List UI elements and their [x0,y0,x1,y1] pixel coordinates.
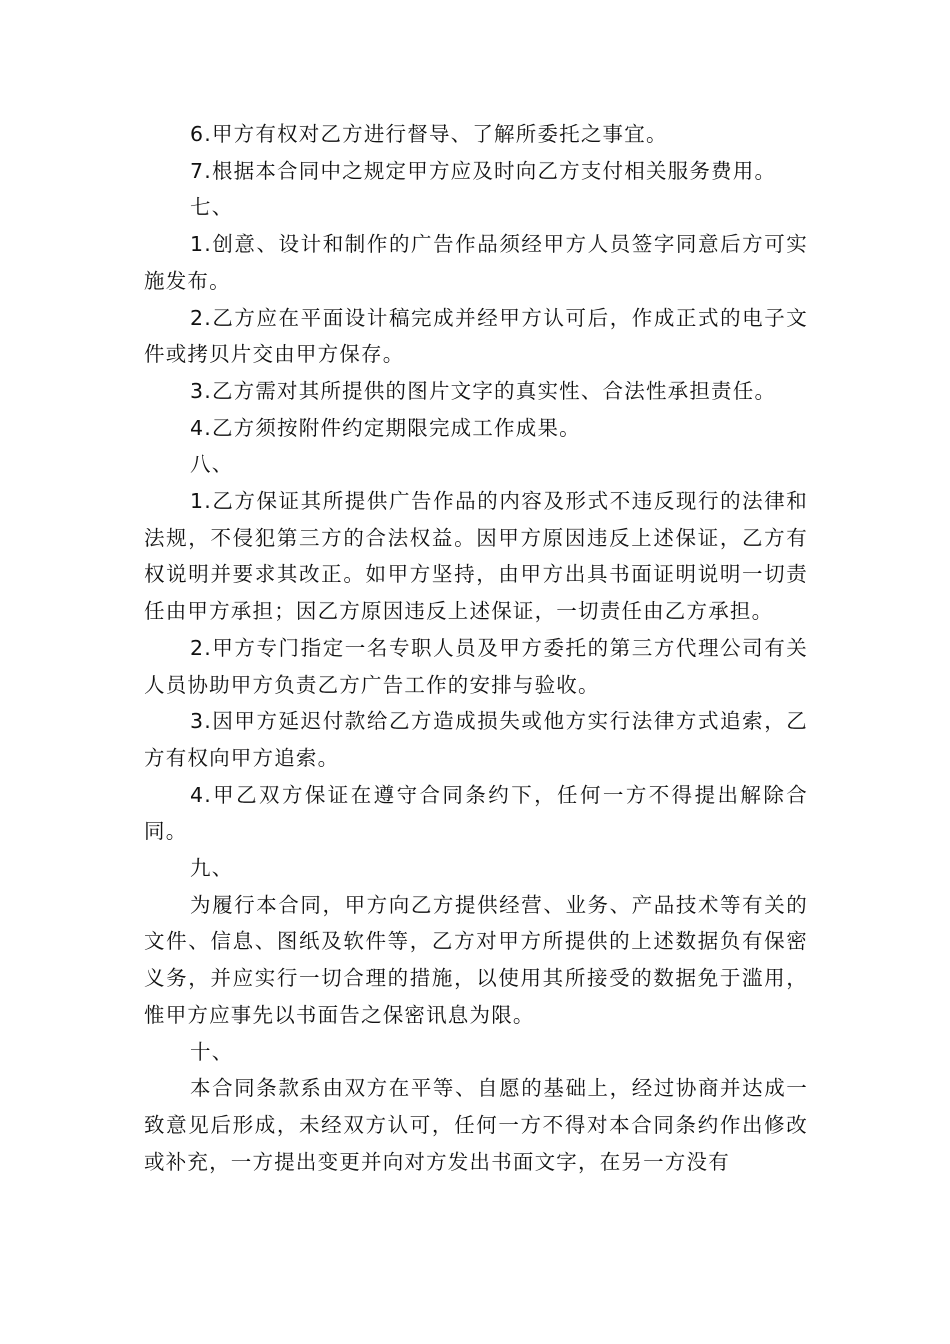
clause-9-body: 为履行本合同，甲方向乙方提供经营、业务、产品技术等有关的文件、信息、图纸及软件等，乙方对甲方所提供的上述数据负有保密义务，并应实行一切合理的措施，以使用其所接受的数据免于滥用，惟甲方应事先以书面告之保密讯息为限。 [144,892,808,1027]
clause-6-6: 6.甲方有权对乙方进行督导、了解所委托之事宜。 [190,122,668,146]
clause-7-2: 2.乙方应在平面设计稿完成并经甲方认可后，作成正式的电子文件或拷贝片交由甲方保存。 [144,305,808,367]
clause-7-4: 4.乙方须按附件约定期限完成工作成果。 [190,415,581,440]
clause-7-3: 3.乙方需对其所提供的图片文字的真实性、合法性承担责任。 [190,378,777,403]
section-heading-7: 七、 [190,195,234,220]
section-heading-9: 九、 [190,856,234,881]
section-heading-10: 十、 [190,1039,234,1064]
clause-8-1: 1.乙方保证其所提供广告作品的内容及形式不违反现行的法律和法规，不侵犯第三方的合法权益。因甲方原因违反上述保证，乙方有权说明并要求其改正。如甲方坚持，由甲方出具书面证明说明一切责任由甲方承担；因乙方原因违反上述保证，一切责任由乙方承担。 [144,489,808,624]
clause-6-7: 7.根据本合同中之规定甲方应及时向乙方支付相关服务费用。 [190,158,777,183]
clause-7-1: 1.创意、设计和制作的广告作品须经甲方人员签字同意后方可实施发布。 [144,232,808,293]
clause-8-4: 4.甲乙双方保证在遵守合同条约下，任何一方不得提出解除合同。 [144,782,808,844]
clause-8-3: 3.因甲方延迟付款给乙方造成损失或他方实行法律方式追索，乙方有权向甲方追索。 [144,709,808,770]
section-heading-8: 八、 [190,452,234,477]
document-body [144,116,808,1180]
clause-10-body: 本合同条款系由双方在平等、自愿的基础上，经过协商并达成一致意见后形成，未经双方认可，任何一方不得对本合同条约作出修改或补充，一方提出变更并向对方发出书面文字，在另一方没有 [144,1076,808,1174]
clause-8-2: 2.甲方专门指定一名专职人员及甲方委托的第三方代理公司有关人员协助甲方负责乙方广告工作的安排与验收。 [144,635,808,697]
